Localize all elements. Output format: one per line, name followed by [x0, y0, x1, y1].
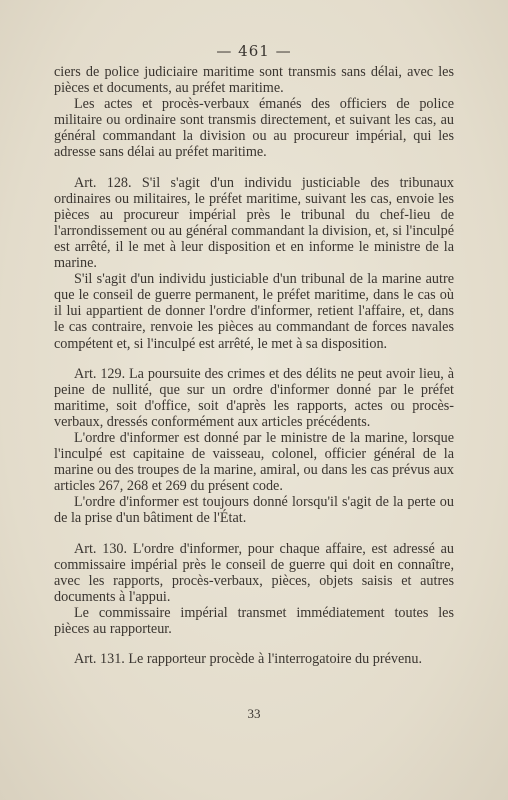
article-129-paragraph-3: L'ordre d'informer est toujours donné lorsqu'il s'agit de la perte ou de la prise d'un bâtiment de l'État. — [54, 494, 454, 527]
article-129-paragraph-2: L'ordre d'informer est donné par le ministre de la marine, lorsque l'inculpé est capitaine de vaisseau, colonel, officier général de la marine ou des troupes de la marine, amiral, ou dans les cas prévus aux articles 267, 268 et 269 du présent code. — [54, 429, 454, 495]
article-130-paragraph-2: Le commissaire impérial transmet immédiatement toutes les pièces au rapporteur. — [54, 604, 454, 637]
paragraph-continuation: ciers de police judiciaire maritime sont transmis sans délai, avec les pièces et documents, au préfet maritime. — [54, 64, 454, 97]
paragraph-actes-proces-verbaux: Les actes et procès-verbaux émanés des officiers de police militaire ou ordinaire sont transmis directement, et suivant les cas, au général commandant la division ou au procureur impérial, qui les adresse sans délai au préfet maritime. — [54, 96, 454, 161]
article-128-paragraph-2: S'il s'agit d'un individu justiciable d'un tribunal de la marine autre que le conseil de guerre permanent, le préfet maritime, dans le cas où il lui appartient de donner l'ordre d'informer, retient l'affaire, et, dans le cas contraire, renvoie les pièces au commandant de forces navales compétent et, si l'inculpé est arrêté, le met à sa disposition. — [54, 271, 454, 352]
article-130: Art. 130. L'ordre d'informer, pour chaque affaire, est adressé au commissaire impérial près le conseil de guerre qui doit en connaître, avec les rapports, procès-verbaux, pièces, objets saisis et autres documents à l'appui. — [54, 540, 454, 605]
page-number: — 461 — — [216, 42, 292, 60]
page-body — [54, 64, 454, 667]
article-131: Art. 131. Le rapporteur procède à l'interrogatoire du prévenu. — [74, 651, 423, 668]
article-129: Art. 129. La poursuite des crimes et des délits ne peut avoir lieu, à peine de nullité, que sur un ordre d'informer donné par le préfet maritime, soit d'office, soit d'après les rapports, actes ou procès-verbaux, dressés conformément aux articles précédents. — [54, 365, 454, 430]
article-128: Art. 128. S'il s'agit d'un individu justiciable des tribunaux ordinaires ou militaires, le préfet maritime, suivant les cas, envoie les pièces au procureur impérial près le tribunal du chef-lieu de l'arrondissement ou au général commandant la division, et, si l'inculpé est arrêté, il le met à leur disposition et en informe le ministre de la marine. — [54, 174, 454, 272]
signature-mark: 33 — [247, 706, 261, 721]
